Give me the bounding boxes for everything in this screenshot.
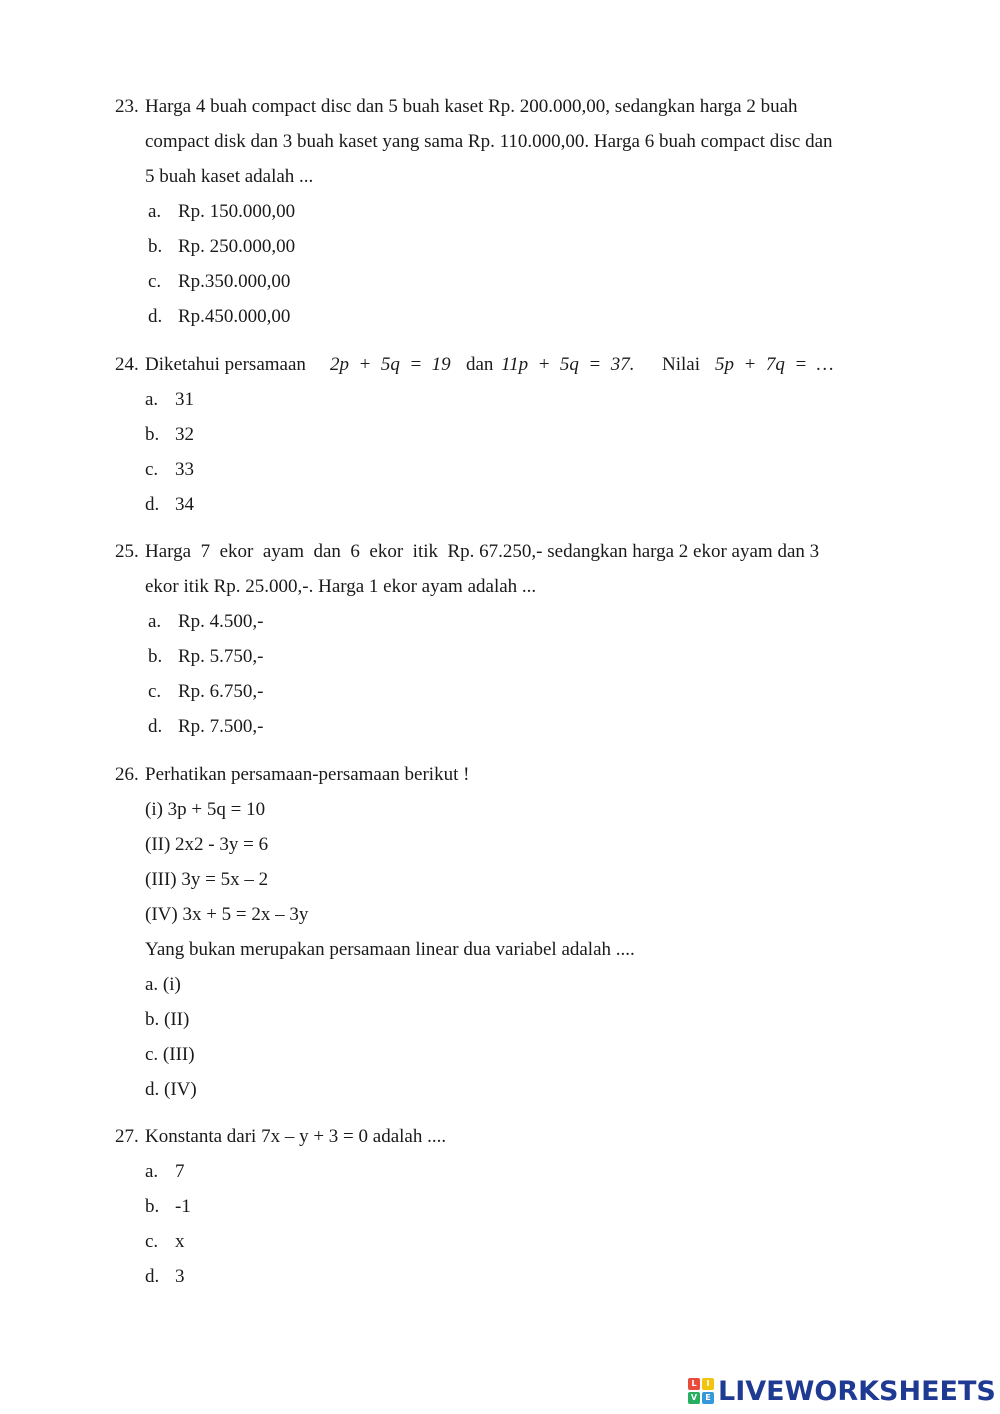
answer-option-d[interactable]: [148, 715, 264, 739]
option-text: Rp. 7.500,-: [178, 716, 264, 737]
question-stem-line: Perhatikan persamaan-persamaan berikut !: [145, 764, 470, 785]
logo-tile-i: I: [702, 1378, 714, 1390]
answer-option-a[interactable]: [145, 388, 194, 412]
option-letter: c.: [145, 1231, 159, 1252]
option-letter: c.: [148, 681, 162, 702]
question-stem-line: Konstanta dari 7x – y + 3 = 0 adalah ....: [145, 1126, 447, 1147]
answer-option-b[interactable]: [148, 235, 295, 259]
answer-option-b[interactable]: b. (II): [145, 1009, 190, 1030]
logo-tile-l: L: [688, 1378, 700, 1390]
answer-option-d[interactable]: [148, 305, 290, 329]
answer-option-c[interactable]: c. (III): [145, 1044, 195, 1065]
answer-option-a[interactable]: a. (i): [145, 974, 181, 995]
answer-option-c[interactable]: [145, 458, 194, 482]
logo-tile-e: E: [702, 1392, 714, 1404]
option-text: Rp. 5.750,-: [178, 646, 264, 667]
option-letter: c.: [148, 271, 162, 292]
question-stem-line: Harga 4 buah compact disc dan 5 buah kaset Rp. 200.000,00, sedangkan harga 2 buah: [145, 96, 798, 117]
answer-option-c[interactable]: [145, 1230, 185, 1254]
option-letter: b.: [145, 424, 160, 445]
answer-option-d[interactable]: [145, 1265, 185, 1289]
option-letter: a.: [148, 611, 162, 632]
option-text: 33: [175, 459, 194, 480]
answer-option-d[interactable]: [145, 493, 194, 517]
option-letter: d.: [145, 1266, 160, 1287]
liveworksheets-logo-icon: [688, 1378, 714, 1404]
equation-3: 5p + 7q = …: [715, 354, 834, 375]
option-letter: a.: [148, 201, 162, 222]
option-text: 34: [175, 494, 194, 515]
option-text: x: [175, 1231, 185, 1252]
option-text: 31: [175, 389, 194, 410]
option-text: 3: [175, 1266, 185, 1287]
question-stem-line: Harga 7 ekor ayam dan 6 ekor itik Rp. 67.250,- sedangkan harga 2 ekor ayam dan 3: [145, 541, 820, 562]
equation-2: 11p + 5q = 37.: [501, 354, 635, 375]
option-text: Rp. 6.750,-: [178, 681, 264, 702]
equation-item: (IV) 3x + 5 = 2x – 3y: [145, 904, 309, 925]
answer-option-b[interactable]: [148, 645, 264, 669]
stem-conjunction: dan: [466, 354, 494, 375]
option-letter: a.: [145, 389, 159, 410]
answer-option-c[interactable]: [148, 270, 290, 294]
question-number: 23.: [115, 96, 139, 117]
option-letter: b.: [145, 1196, 160, 1217]
logo-text: LIVEWORKSHEETS: [718, 1375, 996, 1407]
stem-nilai: Nilai: [662, 354, 700, 375]
option-letter: c.: [145, 459, 159, 480]
option-letter: d.: [145, 494, 160, 515]
answer-option-a[interactable]: [145, 1160, 185, 1184]
equation-item: (III) 3y = 5x – 2: [145, 869, 269, 890]
option-text: Rp.350.000,00: [178, 271, 291, 292]
option-letter: d.: [148, 716, 163, 737]
equation-item: (II) 2x2 - 3y = 6: [145, 834, 269, 855]
liveworksheets-logo: [688, 1374, 996, 1408]
option-text: Rp. 4.500,-: [178, 611, 264, 632]
option-letter: a.: [145, 1161, 159, 1182]
equation-item: (i) 3p + 5q = 10: [145, 799, 266, 820]
equation-1: 2p + 5q = 19: [330, 354, 451, 375]
option-letter: b.: [148, 646, 163, 667]
option-text: -1: [175, 1196, 191, 1217]
answer-option-c[interactable]: [148, 680, 264, 704]
answer-option-d[interactable]: d. (IV): [145, 1079, 197, 1100]
option-text: Rp. 250.000,00: [178, 236, 296, 257]
option-letter: d.: [148, 306, 163, 327]
answer-option-a[interactable]: [148, 200, 295, 224]
option-text: Rp.450.000,00: [178, 306, 291, 327]
answer-option-a[interactable]: [148, 610, 264, 634]
logo-tile-v: V: [688, 1392, 700, 1404]
question-number: 27.: [115, 1126, 139, 1147]
question-stem-line: Yang bukan merupakan persamaan linear dua variabel adalah ....: [145, 939, 635, 960]
question-stem-line: compact disk dan 3 buah kaset yang sama Rp. 110.000,00. Harga 6 buah compact disc dan: [145, 131, 833, 152]
question-number: 24.: [115, 354, 139, 375]
answer-option-b[interactable]: [145, 1195, 191, 1219]
answer-option-b[interactable]: [145, 423, 194, 447]
question-stem-line: ekor itik Rp. 25.000,-. Harga 1 ekor ayam adalah ...: [145, 576, 537, 597]
question-stem-line: 5 buah kaset adalah ...: [145, 166, 314, 187]
question-number: 25.: [115, 541, 139, 562]
stem-prefix: Diketahui persamaan: [145, 354, 306, 375]
option-text: 7: [175, 1161, 185, 1182]
option-text: 32: [175, 424, 194, 445]
question-number: 26.: [115, 764, 139, 785]
option-letter: b.: [148, 236, 163, 257]
option-text: Rp. 150.000,00: [178, 201, 296, 222]
